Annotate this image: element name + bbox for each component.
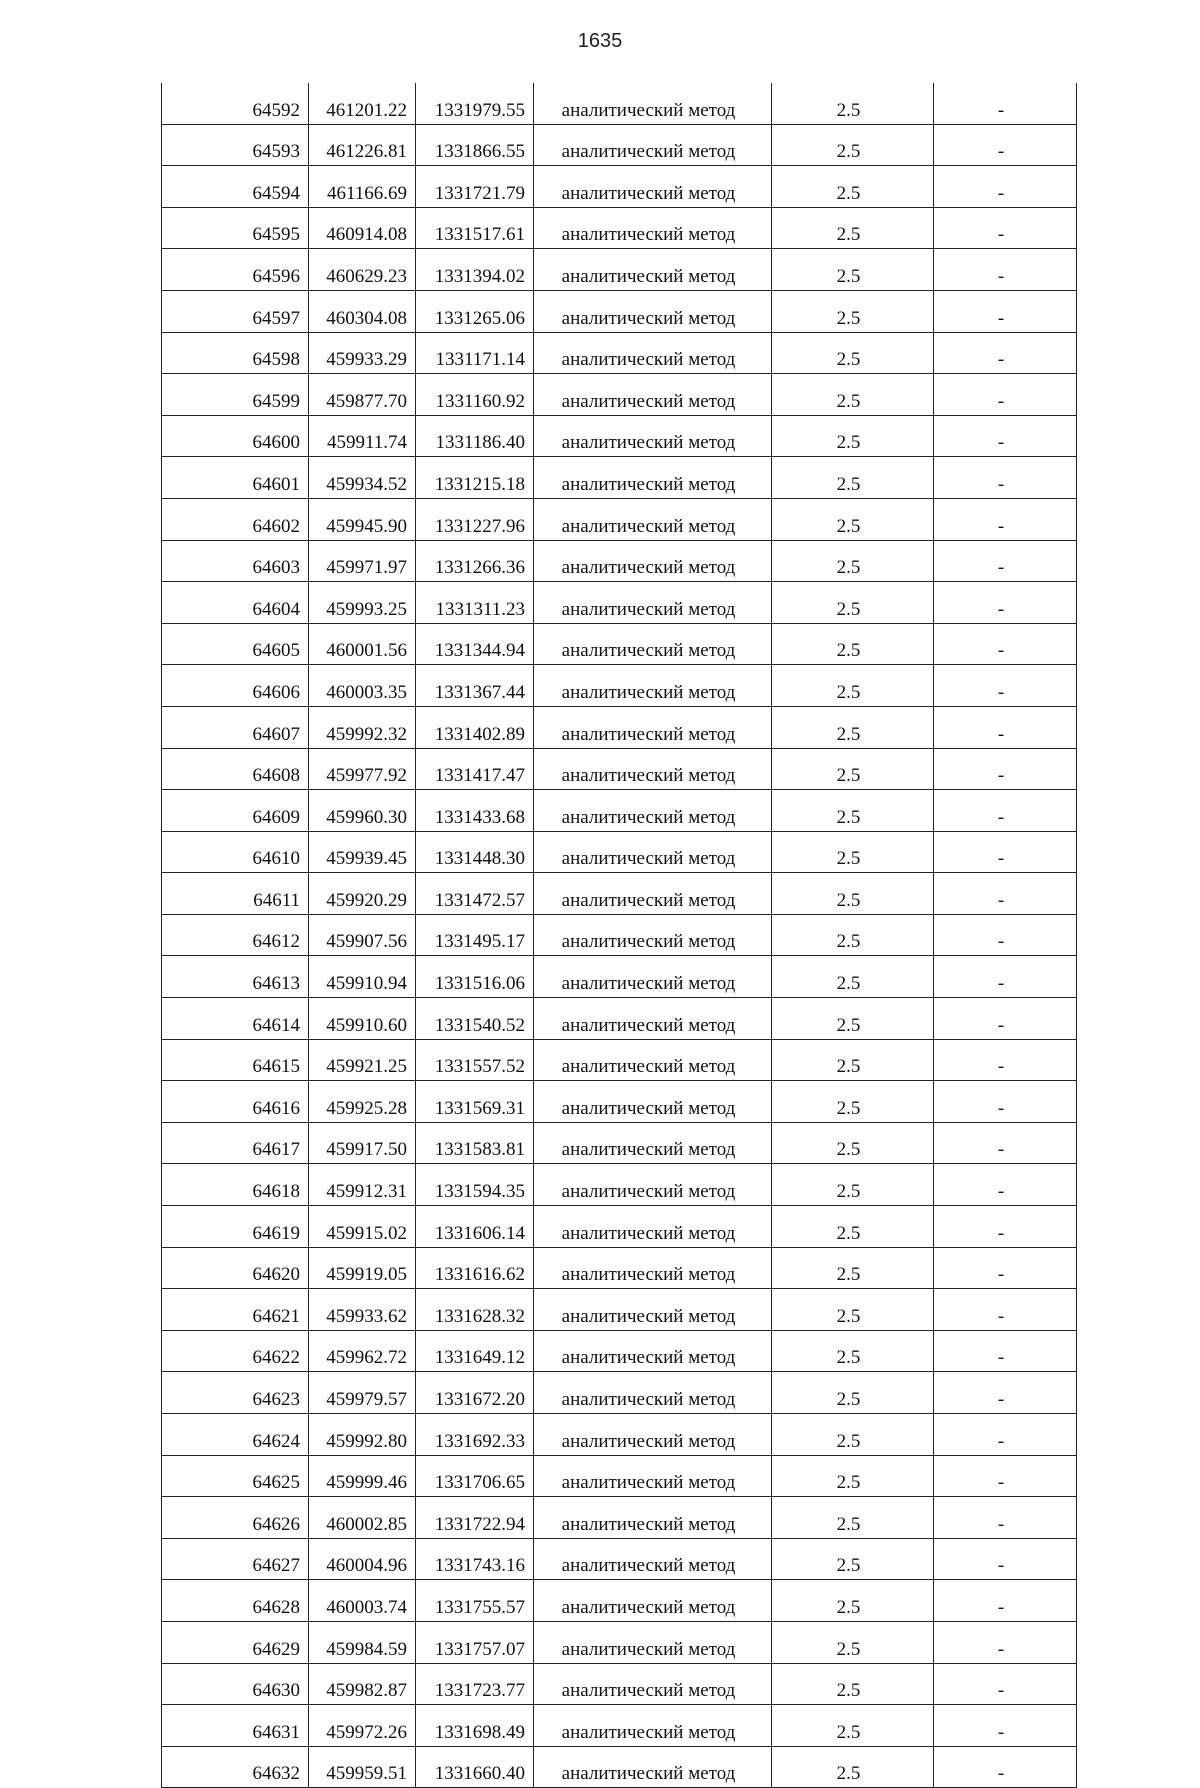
- x-coordinate-cell: 459993.25: [309, 582, 416, 624]
- note-cell: -: [934, 1122, 1077, 1164]
- x-coordinate-cell: 460001.56: [309, 623, 416, 665]
- precision-cell: 2.5: [772, 374, 934, 416]
- precision-cell: 2.5: [772, 582, 934, 624]
- precision-cell: 2.5: [772, 1247, 934, 1289]
- method-cell: аналитический метод: [534, 1039, 772, 1081]
- method-cell: аналитический метод: [534, 1621, 772, 1663]
- x-coordinate-cell: 461201.22: [309, 83, 416, 124]
- note-cell: -: [934, 457, 1077, 499]
- y-coordinate-cell: 1331721.79: [416, 166, 534, 208]
- method-cell: аналитический метод: [534, 1746, 772, 1788]
- x-coordinate-cell: 459925.28: [309, 1081, 416, 1123]
- method-cell: аналитический метод: [534, 914, 772, 956]
- method-cell: аналитический метод: [534, 374, 772, 416]
- note-cell: -: [934, 1705, 1077, 1747]
- point-number-cell: 64620: [162, 1247, 309, 1289]
- x-coordinate-cell: 459982.87: [309, 1663, 416, 1705]
- table-row: [162, 540, 1077, 582]
- y-coordinate-cell: 1331723.77: [416, 1663, 534, 1705]
- point-number-cell: 64612: [162, 914, 309, 956]
- precision-cell: 2.5: [772, 914, 934, 956]
- table-row: [162, 1247, 1077, 1289]
- point-number-cell: 64627: [162, 1538, 309, 1580]
- table-row: [162, 83, 1077, 124]
- x-coordinate-cell: 459972.26: [309, 1705, 416, 1747]
- precision-cell: 2.5: [772, 790, 934, 832]
- note-cell: -: [934, 582, 1077, 624]
- precision-cell: 2.5: [772, 1330, 934, 1372]
- method-cell: аналитический метод: [534, 207, 772, 249]
- note-cell: -: [934, 748, 1077, 790]
- method-cell: аналитический метод: [534, 1538, 772, 1580]
- x-coordinate-cell: 459933.62: [309, 1289, 416, 1331]
- table-row: [162, 790, 1077, 832]
- table-row: [162, 166, 1077, 208]
- point-number-cell: 64605: [162, 623, 309, 665]
- precision-cell: 2.5: [772, 124, 934, 166]
- method-cell: аналитический метод: [534, 457, 772, 499]
- note-cell: -: [934, 498, 1077, 540]
- x-coordinate-cell: 459959.51: [309, 1746, 416, 1788]
- y-coordinate-cell: 1331402.89: [416, 706, 534, 748]
- y-coordinate-cell: 1331743.16: [416, 1538, 534, 1580]
- precision-cell: 2.5: [772, 1621, 934, 1663]
- table-row: [162, 290, 1077, 332]
- table-row: [162, 1372, 1077, 1414]
- method-cell: аналитический метод: [534, 1705, 772, 1747]
- note-cell: -: [934, 1289, 1077, 1331]
- x-coordinate-cell: 460004.96: [309, 1538, 416, 1580]
- method-cell: аналитический метод: [534, 498, 772, 540]
- note-cell: -: [934, 290, 1077, 332]
- point-number-cell: 64614: [162, 998, 309, 1040]
- point-number-cell: 64598: [162, 332, 309, 374]
- x-coordinate-cell: 459915.02: [309, 1206, 416, 1248]
- method-cell: аналитический метод: [534, 1330, 772, 1372]
- precision-cell: 2.5: [772, 831, 934, 873]
- y-coordinate-cell: 1331344.94: [416, 623, 534, 665]
- method-cell: аналитический метод: [534, 623, 772, 665]
- x-coordinate-cell: 460002.85: [309, 1497, 416, 1539]
- point-number-cell: 64622: [162, 1330, 309, 1372]
- table-row: [162, 457, 1077, 499]
- point-number-cell: 64599: [162, 374, 309, 416]
- precision-cell: 2.5: [772, 1206, 934, 1248]
- y-coordinate-cell: 1331606.14: [416, 1206, 534, 1248]
- point-number-cell: 64602: [162, 498, 309, 540]
- x-coordinate-cell: 460003.74: [309, 1580, 416, 1622]
- precision-cell: 2.5: [772, 956, 934, 998]
- method-cell: аналитический метод: [534, 415, 772, 457]
- y-coordinate-cell: 1331557.52: [416, 1039, 534, 1081]
- x-coordinate-cell: 459921.25: [309, 1039, 416, 1081]
- x-coordinate-cell: 459977.92: [309, 748, 416, 790]
- method-cell: аналитический метод: [534, 1414, 772, 1456]
- note-cell: -: [934, 873, 1077, 915]
- table-row: [162, 623, 1077, 665]
- y-coordinate-cell: 1331757.07: [416, 1621, 534, 1663]
- x-coordinate-cell: 459945.90: [309, 498, 416, 540]
- y-coordinate-cell: 1331698.49: [416, 1705, 534, 1747]
- y-coordinate-cell: 1331706.65: [416, 1455, 534, 1497]
- point-number-cell: 64600: [162, 415, 309, 457]
- point-number-cell: 64631: [162, 1705, 309, 1747]
- x-coordinate-cell: 460003.35: [309, 665, 416, 707]
- y-coordinate-cell: 1331227.96: [416, 498, 534, 540]
- y-coordinate-cell: 1331866.55: [416, 124, 534, 166]
- x-coordinate-cell: 460629.23: [309, 249, 416, 291]
- note-cell: -: [934, 83, 1077, 124]
- y-coordinate-cell: 1331266.36: [416, 540, 534, 582]
- point-number-cell: 64628: [162, 1580, 309, 1622]
- y-coordinate-cell: 1331517.61: [416, 207, 534, 249]
- point-number-cell: 64626: [162, 1497, 309, 1539]
- method-cell: аналитический метод: [534, 1081, 772, 1123]
- note-cell: -: [934, 706, 1077, 748]
- point-number-cell: 64629: [162, 1621, 309, 1663]
- note-cell: -: [934, 207, 1077, 249]
- x-coordinate-cell: 459877.70: [309, 374, 416, 416]
- table-row: [162, 1580, 1077, 1622]
- method-cell: аналитический метод: [534, 748, 772, 790]
- method-cell: аналитический метод: [534, 290, 772, 332]
- method-cell: аналитический метод: [534, 665, 772, 707]
- note-cell: -: [934, 998, 1077, 1040]
- x-coordinate-cell: 459933.29: [309, 332, 416, 374]
- y-coordinate-cell: 1331692.33: [416, 1414, 534, 1456]
- method-cell: аналитический метод: [534, 1289, 772, 1331]
- note-cell: -: [934, 914, 1077, 956]
- note-cell: -: [934, 1663, 1077, 1705]
- precision-cell: 2.5: [772, 1414, 934, 1456]
- note-cell: -: [934, 665, 1077, 707]
- precision-cell: 2.5: [772, 748, 934, 790]
- point-number-cell: 64625: [162, 1455, 309, 1497]
- x-coordinate-cell: 459911.74: [309, 415, 416, 457]
- method-cell: аналитический метод: [534, 582, 772, 624]
- precision-cell: 2.5: [772, 540, 934, 582]
- method-cell: аналитический метод: [534, 1663, 772, 1705]
- note-cell: -: [934, 1497, 1077, 1539]
- table-row: [162, 124, 1077, 166]
- table-row: [162, 1039, 1077, 1081]
- note-cell: -: [934, 1039, 1077, 1081]
- point-number-cell: 64632: [162, 1746, 309, 1788]
- method-cell: аналитический метод: [534, 1206, 772, 1248]
- x-coordinate-cell: 459971.97: [309, 540, 416, 582]
- table-row: [162, 1705, 1077, 1747]
- precision-cell: 2.5: [772, 1081, 934, 1123]
- table-row: [162, 1621, 1077, 1663]
- table-row: [162, 1746, 1077, 1788]
- point-number-cell: 64610: [162, 831, 309, 873]
- table-row: [162, 956, 1077, 998]
- point-number-cell: 64607: [162, 706, 309, 748]
- method-cell: аналитический метод: [534, 1247, 772, 1289]
- y-coordinate-cell: 1331660.40: [416, 1746, 534, 1788]
- x-coordinate-cell: 459979.57: [309, 1372, 416, 1414]
- table-row: [162, 249, 1077, 291]
- note-cell: -: [934, 374, 1077, 416]
- note-cell: -: [934, 1621, 1077, 1663]
- method-cell: аналитический метод: [534, 332, 772, 374]
- point-number-cell: 64616: [162, 1081, 309, 1123]
- note-cell: -: [934, 1081, 1077, 1123]
- note-cell: -: [934, 1414, 1077, 1456]
- precision-cell: 2.5: [772, 1455, 934, 1497]
- precision-cell: 2.5: [772, 665, 934, 707]
- table-row: [162, 415, 1077, 457]
- method-cell: аналитический метод: [534, 540, 772, 582]
- y-coordinate-cell: 1331516.06: [416, 956, 534, 998]
- x-coordinate-cell: 461166.69: [309, 166, 416, 208]
- method-cell: аналитический метод: [534, 790, 772, 832]
- method-cell: аналитический метод: [534, 831, 772, 873]
- precision-cell: 2.5: [772, 706, 934, 748]
- precision-cell: 2.5: [772, 1122, 934, 1164]
- y-coordinate-cell: 1331215.18: [416, 457, 534, 499]
- x-coordinate-cell: 460914.08: [309, 207, 416, 249]
- point-number-cell: 64606: [162, 665, 309, 707]
- point-number-cell: 64603: [162, 540, 309, 582]
- x-coordinate-cell: 459920.29: [309, 873, 416, 915]
- table-row: [162, 1122, 1077, 1164]
- method-cell: аналитический метод: [534, 706, 772, 748]
- method-cell: аналитический метод: [534, 1122, 772, 1164]
- y-coordinate-cell: 1331265.06: [416, 290, 534, 332]
- precision-cell: 2.5: [772, 873, 934, 915]
- table-row: [162, 1289, 1077, 1331]
- table-row: [162, 1330, 1077, 1372]
- method-cell: аналитический метод: [534, 1455, 772, 1497]
- table-row: [162, 332, 1077, 374]
- table-row: [162, 748, 1077, 790]
- x-coordinate-cell: 459907.56: [309, 914, 416, 956]
- coordinates-table: [161, 83, 1077, 1788]
- y-coordinate-cell: 1331171.14: [416, 332, 534, 374]
- y-coordinate-cell: 1331616.62: [416, 1247, 534, 1289]
- note-cell: -: [934, 956, 1077, 998]
- table-row: [162, 498, 1077, 540]
- note-cell: -: [934, 1746, 1077, 1788]
- method-cell: аналитический метод: [534, 83, 772, 124]
- precision-cell: 2.5: [772, 1497, 934, 1539]
- point-number-cell: 64618: [162, 1164, 309, 1206]
- y-coordinate-cell: 1331448.30: [416, 831, 534, 873]
- method-cell: аналитический метод: [534, 249, 772, 291]
- note-cell: -: [934, 249, 1077, 291]
- y-coordinate-cell: 1331186.40: [416, 415, 534, 457]
- note-cell: -: [934, 1247, 1077, 1289]
- precision-cell: 2.5: [772, 1039, 934, 1081]
- x-coordinate-cell: 461226.81: [309, 124, 416, 166]
- table-row: [162, 582, 1077, 624]
- precision-cell: 2.5: [772, 1746, 934, 1788]
- y-coordinate-cell: 1331649.12: [416, 1330, 534, 1372]
- note-cell: -: [934, 1372, 1077, 1414]
- point-number-cell: 64604: [162, 582, 309, 624]
- table-row: [162, 207, 1077, 249]
- note-cell: -: [934, 166, 1077, 208]
- y-coordinate-cell: 1331979.55: [416, 83, 534, 124]
- y-coordinate-cell: 1331433.68: [416, 790, 534, 832]
- precision-cell: 2.5: [772, 249, 934, 291]
- precision-cell: 2.5: [772, 166, 934, 208]
- note-cell: -: [934, 415, 1077, 457]
- y-coordinate-cell: 1331160.92: [416, 374, 534, 416]
- page-number: 1635: [577, 30, 623, 52]
- note-cell: -: [934, 1164, 1077, 1206]
- x-coordinate-cell: 459917.50: [309, 1122, 416, 1164]
- y-coordinate-cell: 1331394.02: [416, 249, 534, 291]
- table-row: [162, 1455, 1077, 1497]
- point-number-cell: 64597: [162, 290, 309, 332]
- point-number-cell: 64613: [162, 956, 309, 998]
- method-cell: аналитический метод: [534, 1497, 772, 1539]
- table-row: [162, 1497, 1077, 1539]
- note-cell: -: [934, 623, 1077, 665]
- table-row: [162, 1414, 1077, 1456]
- method-cell: аналитический метод: [534, 1580, 772, 1622]
- y-coordinate-cell: 1331569.31: [416, 1081, 534, 1123]
- point-number-cell: 64624: [162, 1414, 309, 1456]
- x-coordinate-cell: 459912.31: [309, 1164, 416, 1206]
- precision-cell: 2.5: [772, 1289, 934, 1331]
- point-number-cell: 64623: [162, 1372, 309, 1414]
- precision-cell: 2.5: [772, 1538, 934, 1580]
- point-number-cell: 64596: [162, 249, 309, 291]
- point-number-cell: 64609: [162, 790, 309, 832]
- note-cell: -: [934, 790, 1077, 832]
- point-number-cell: 64630: [162, 1663, 309, 1705]
- table-row: [162, 873, 1077, 915]
- note-cell: -: [934, 1330, 1077, 1372]
- x-coordinate-cell: 459960.30: [309, 790, 416, 832]
- x-coordinate-cell: 459999.46: [309, 1455, 416, 1497]
- x-coordinate-cell: 459934.52: [309, 457, 416, 499]
- point-number-cell: 64594: [162, 166, 309, 208]
- note-cell: -: [934, 1206, 1077, 1248]
- table-row: [162, 998, 1077, 1040]
- point-number-cell: 64608: [162, 748, 309, 790]
- table-row: [162, 1081, 1077, 1123]
- x-coordinate-cell: 459984.59: [309, 1621, 416, 1663]
- method-cell: аналитический метод: [534, 124, 772, 166]
- note-cell: -: [934, 540, 1077, 582]
- table-row: [162, 1206, 1077, 1248]
- y-coordinate-cell: 1331367.44: [416, 665, 534, 707]
- table-row: [162, 914, 1077, 956]
- table-row: [162, 665, 1077, 707]
- precision-cell: 2.5: [772, 623, 934, 665]
- y-coordinate-cell: 1331755.57: [416, 1580, 534, 1622]
- precision-cell: 2.5: [772, 1580, 934, 1622]
- method-cell: аналитический метод: [534, 998, 772, 1040]
- x-coordinate-cell: 459910.94: [309, 956, 416, 998]
- precision-cell: 2.5: [772, 207, 934, 249]
- y-coordinate-cell: 1331540.52: [416, 998, 534, 1040]
- x-coordinate-cell: 459939.45: [309, 831, 416, 873]
- point-number-cell: 64595: [162, 207, 309, 249]
- y-coordinate-cell: 1331594.35: [416, 1164, 534, 1206]
- point-number-cell: 64615: [162, 1039, 309, 1081]
- table-row: [162, 1663, 1077, 1705]
- table-row: [162, 374, 1077, 416]
- method-cell: аналитический метод: [534, 956, 772, 998]
- table-row: [162, 1538, 1077, 1580]
- coordinates-table-body: [162, 83, 1077, 1788]
- point-number-cell: 64593: [162, 124, 309, 166]
- precision-cell: 2.5: [772, 290, 934, 332]
- method-cell: аналитический метод: [534, 1372, 772, 1414]
- x-coordinate-cell: 460304.08: [309, 290, 416, 332]
- method-cell: аналитический метод: [534, 166, 772, 208]
- point-number-cell: 64601: [162, 457, 309, 499]
- precision-cell: 2.5: [772, 1372, 934, 1414]
- point-number-cell: 64617: [162, 1122, 309, 1164]
- x-coordinate-cell: 459910.60: [309, 998, 416, 1040]
- point-number-cell: 64592: [162, 83, 309, 124]
- x-coordinate-cell: 459992.80: [309, 1414, 416, 1456]
- table-row: [162, 831, 1077, 873]
- note-cell: -: [934, 1538, 1077, 1580]
- y-coordinate-cell: 1331628.32: [416, 1289, 534, 1331]
- y-coordinate-cell: 1331583.81: [416, 1122, 534, 1164]
- point-number-cell: 64619: [162, 1206, 309, 1248]
- note-cell: -: [934, 124, 1077, 166]
- y-coordinate-cell: 1331672.20: [416, 1372, 534, 1414]
- precision-cell: 2.5: [772, 332, 934, 374]
- y-coordinate-cell: 1331472.57: [416, 873, 534, 915]
- note-cell: -: [934, 332, 1077, 374]
- precision-cell: 2.5: [772, 1164, 934, 1206]
- table-row: [162, 1164, 1077, 1206]
- y-coordinate-cell: 1331417.47: [416, 748, 534, 790]
- y-coordinate-cell: 1331311.23: [416, 582, 534, 624]
- precision-cell: 2.5: [772, 998, 934, 1040]
- precision-cell: 2.5: [772, 83, 934, 124]
- point-number-cell: 64621: [162, 1289, 309, 1331]
- y-coordinate-cell: 1331722.94: [416, 1497, 534, 1539]
- note-cell: -: [934, 831, 1077, 873]
- x-coordinate-cell: 459992.32: [309, 706, 416, 748]
- method-cell: аналитический метод: [534, 1164, 772, 1206]
- note-cell: -: [934, 1455, 1077, 1497]
- precision-cell: 2.5: [772, 1705, 934, 1747]
- precision-cell: 2.5: [772, 498, 934, 540]
- point-number-cell: 64611: [162, 873, 309, 915]
- method-cell: аналитический метод: [534, 873, 772, 915]
- precision-cell: 2.5: [772, 415, 934, 457]
- precision-cell: 2.5: [772, 1663, 934, 1705]
- precision-cell: 2.5: [772, 457, 934, 499]
- x-coordinate-cell: 459962.72: [309, 1330, 416, 1372]
- y-coordinate-cell: 1331495.17: [416, 914, 534, 956]
- x-coordinate-cell: 459919.05: [309, 1247, 416, 1289]
- table-row: [162, 706, 1077, 748]
- note-cell: -: [934, 1580, 1077, 1622]
